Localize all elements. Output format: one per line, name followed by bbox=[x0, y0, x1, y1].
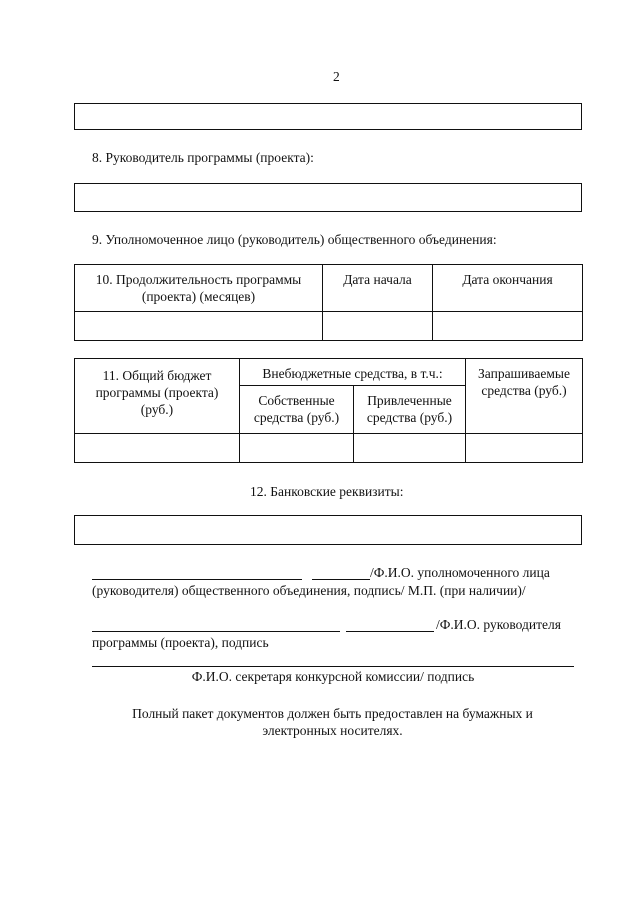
head-name-line[interactable] bbox=[92, 631, 340, 632]
extra-budget-header: Внебюджетные средства, в т.ч.: bbox=[240, 359, 466, 386]
attracted-funds-header: Привлеченные средства (руб.) bbox=[354, 386, 466, 434]
field12-input-box[interactable] bbox=[74, 515, 582, 545]
start-date-header: Дата начала bbox=[323, 265, 433, 312]
field8-label: 8. Руководитель программы (проекта): bbox=[92, 150, 314, 165]
requested-header: Запрашиваемые средства (руб.) bbox=[466, 359, 583, 434]
authorized-caption-2: (руководителя) общественного объединения, подпись/ М.П. (при наличии)/ bbox=[92, 583, 526, 598]
field7-input-box[interactable] bbox=[74, 103, 582, 130]
authorized-name-line[interactable] bbox=[92, 579, 302, 580]
authorized-caption-1: /Ф.И.О. уполномоченного лица bbox=[370, 565, 550, 580]
head-signature-line[interactable] bbox=[346, 631, 434, 632]
own-funds-header: Собственные средства (руб.) bbox=[240, 386, 354, 434]
field9-label: 9. Уполномоченное лицо (руководитель) общественного объединения: bbox=[92, 232, 497, 247]
duration-table bbox=[74, 264, 583, 341]
attracted-funds-cell[interactable] bbox=[354, 434, 466, 463]
budget-header: 11. Общий бюджет программы (проекта) (руб.) bbox=[75, 359, 240, 434]
requested-cell[interactable] bbox=[466, 434, 583, 463]
head-caption-2: программы (проекта), подпись bbox=[92, 635, 269, 650]
end-date-header: Дата окончания bbox=[433, 265, 583, 312]
budget-table bbox=[74, 358, 583, 463]
secretary-caption: Ф.И.О. секретаря конкурсной комиссии/ подпись bbox=[191, 669, 475, 684]
footer-note: Полный пакет документов должен быть предоставлен на бумажных и электронных носителях. bbox=[132, 706, 533, 738]
end-date-cell[interactable] bbox=[433, 312, 583, 341]
field12-label: 12. Банковские реквизиты: bbox=[250, 484, 404, 499]
head-caption-1: /Ф.И.О. руководителя bbox=[436, 617, 561, 632]
budget-cell[interactable] bbox=[75, 434, 240, 463]
authorized-signature-line[interactable] bbox=[312, 579, 370, 580]
secretary-line[interactable] bbox=[92, 666, 574, 667]
start-date-cell[interactable] bbox=[323, 312, 433, 341]
duration-header: 10. Продолжительность программы (проекта) (месяцев) bbox=[75, 265, 323, 312]
field8-input-box[interactable] bbox=[74, 183, 582, 212]
own-funds-cell[interactable] bbox=[240, 434, 354, 463]
duration-cell[interactable] bbox=[75, 312, 323, 341]
page-number: 2 bbox=[333, 69, 340, 84]
